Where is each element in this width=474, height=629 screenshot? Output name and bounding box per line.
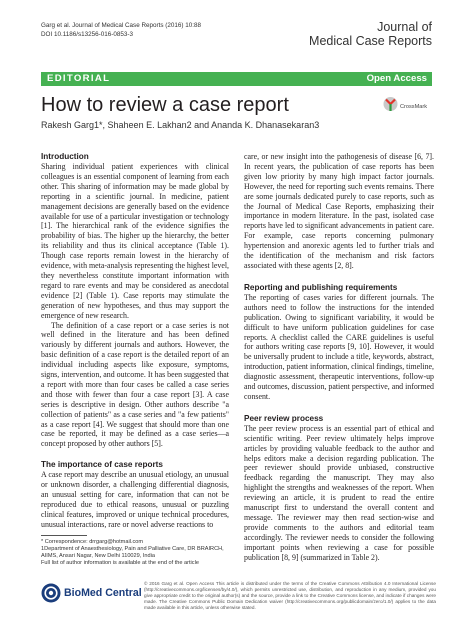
license-statement: © 2016 Garg et al. Open Access This article is distributed under the terms of the Creative Commons Attribution 4.0 International License (http://creativecommons.org/licenses/by/4.0/), which permits unrestricted use, distribution, and reproduction in any medium, provided you give appropriate credit to the original author(s) and the source, provide a link to the Creative Commons license, and indicate if changes were made. The Creative Commons Public Domain Dedication waiver (http://creativecommons.org/publicdomain/zero/1.0/) applies to the data made available in this article, unless otherwise stated. <box>144 581 436 611</box>
paragraph: The definition of a case report or a case series is not well defined in the literature and has been defined variously by different journals and authors. However, the basic definition of a case report is the detailed report of an individual including aspects like exposure, symptoms, signs, intervention, and outcome. It has been suggested that a report with more than four cases be called a case series and those with fewer than four a case report [3]. A case series is descriptive in design. Other authors describe "a collection of patients" as a case series and "a few patients" as a case report [4]. We suggest that should more than one case be reported, it may be defined as a case series—a concept proposed by other authors [5]. <box>41 320 229 449</box>
footnote-divider <box>41 535 87 536</box>
journal-name-line: Journal of <box>377 20 432 34</box>
crossmark-badge[interactable] <box>383 96 435 118</box>
section-heading-reporting: Reporting and publishing requirements <box>244 282 398 292</box>
left-column <box>41 152 229 530</box>
affiliation-line: 1Department of Anaesthesiology, Pain and Palliative Care, DR BRAIRCH, <box>41 546 224 552</box>
footnotes <box>41 539 231 567</box>
article-title: How to review a case report <box>41 94 289 116</box>
paragraph: The peer review process is an essential part of ethical and scientific writing. Peer review ultimately helps improve articles by providing valuable feedback to the author and helps editors make a decision regarding publication. The peer reviewer should provide unbiased, constructive feedback regarding the manuscript. They may also highlight the strengths and weaknesses of the report. When reviewing an article, it is prudent to read the entire manuscript first to understand the overall content and message. The reviewer may then read section-wise and provide comments to the authors and editorial team accordingly. The reviewer needs to consider the following important points when reviewing a case for possible publication [8, 9] (summarized in Table 2). <box>244 423 434 562</box>
biomed-central-logo-text: BioMed Central <box>64 587 142 599</box>
right-column <box>244 152 434 563</box>
journal-name-line: Medical Case Reports <box>309 34 432 48</box>
article-type-label: EDITORIAL <box>47 73 111 84</box>
crossmark-icon <box>383 96 398 113</box>
journal-name <box>292 20 432 48</box>
author-info-note: Full list of author information is available at the end of the article <box>41 560 199 566</box>
open-access-label: Open Access <box>366 73 427 84</box>
biomed-central-logo-icon <box>41 583 61 603</box>
correspondence-line: * Correspondence: drrgarg@hotmail.com <box>41 539 144 545</box>
paragraph: The reporting of cases varies for different journals. The authors need to follow the instructions for the intended publication. Owing to significant variability, it would be difficult to have uniform publication guidelines for case reports. A checklist called the CARE guidelines is useful for authors writing case reports [9, 10]. However, it would be universally prudent to include a title, keywords, abstract, introduction, patient information, clinical findings, timeline, diagnostic assessment, therapeutic interventions, follow-up and outcomes, discussion, patient perspective, and informed consent. <box>244 292 434 401</box>
doi-line: DOI 10.1186/s13256-016-0853-3 <box>41 30 133 38</box>
section-heading-introduction: Introduction <box>41 152 89 161</box>
citation-header <box>41 22 201 39</box>
citation-line: Garg et al. Journal of Medical Case Reports (2016) 10:88 <box>41 22 201 29</box>
paragraph: A case report may describe an unusual etiology, an unusual or unknown disorder, a challenging differential diagnosis, an unusual setting for care, information that can not be reproduced due to ethical reasons, unusual or puzzling clinical features, improved or unique technical procedures, unusual interactions, rare or novel adverse reactions to <box>41 470 229 529</box>
biomed-central-logo <box>41 582 142 604</box>
affiliation-line: AIIMS, Ansari Nagar, New Delhi 110029, India <box>41 553 156 559</box>
section-heading-peer-review: Peer review process <box>244 413 324 423</box>
section-heading-importance: The importance of case reports <box>41 460 163 470</box>
paragraph: Sharing individual patient experiences with clinical colleagues is an essential component of learning from each other. This sharing of information may be made global by reporting in a scientific journal. In medicine, patient management decisions are generally based on the evidence available for use of a particular investigation or technology [1]. The hierarchical rank of the evidence signifies the probability of bias. The higher up the hierarchy, the better its reliability and thus its clinical acceptance (Table 1). Though case reports remain lowest in the hierarchy of evidence, with meta-analysis representing the highest level, they nevertheless constitute important information with regard to rare events and may be considered as anecdotal evidence [2] (Table 1). Case reports may stimulate the generation of new hypotheses, and thus may support the emergence of new research. <box>41 162 229 320</box>
author-list: Rakesh Garg1*, Shaheen E. Lakhan2 and Ananda K. Dhanasekaran3 <box>41 120 320 130</box>
paragraph: care, or new insight into the pathogenesis of disease [6, 7]. In recent years, the publication of case reports has been given low priority by many high impact factor journals. However, the need for reporting such events remains. There are some journals dedicated purely to case reports, such as the Journal of Medical Case Reports, emphasizing their importance in modern literature. In the past, isolated case reports have led to significant advancements in patient care. For example, case reports concerning pulmonary hypertension and anorexic agents led to further trials and the identification of the mechanism and risk factors associated with these agents [2, 8]. <box>244 152 434 270</box>
crossmark-label: CrossMark <box>400 104 428 110</box>
article-type-banner <box>41 72 432 86</box>
